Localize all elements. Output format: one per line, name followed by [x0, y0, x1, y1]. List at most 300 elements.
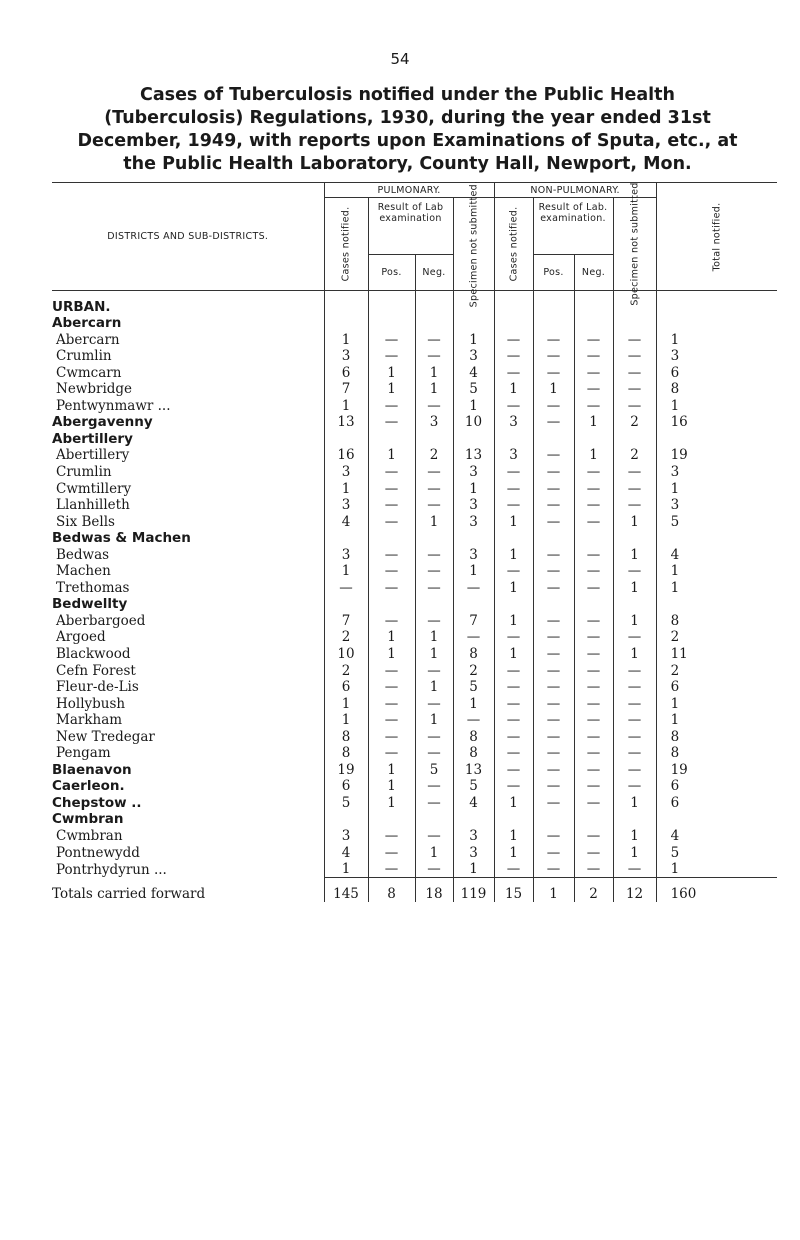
empty-cell [574, 430, 613, 447]
empty-cell [494, 596, 533, 613]
value-cell: 1 [613, 612, 656, 629]
value-cell: — [574, 546, 613, 563]
table-row [52, 761, 777, 778]
value-cell: — [368, 546, 415, 563]
districts-header: DISTRICTS AND SUB-DISTRICTS. [52, 183, 324, 291]
empty-cell [415, 596, 453, 613]
value-cell: 1 [415, 629, 453, 646]
total-cell: 145 [324, 878, 368, 903]
value-cell: — [415, 331, 453, 348]
value-cell: — [613, 364, 656, 381]
value-cell: 1 [656, 712, 777, 729]
value-cell: — [533, 480, 574, 497]
value-cell: 6 [324, 679, 368, 696]
empty-cell [368, 430, 415, 447]
value-cell: 1 [453, 695, 494, 712]
np-specimen-header: Specimen not submitted [613, 198, 656, 291]
value-cell: 5 [453, 778, 494, 795]
value-cell: 3 [324, 546, 368, 563]
table-row [52, 728, 777, 745]
value-cell: — [574, 745, 613, 762]
table-row [52, 612, 777, 629]
empty-cell [453, 430, 494, 447]
value-cell: — [415, 397, 453, 414]
value-cell: — [533, 447, 574, 464]
value-cell: — [613, 381, 656, 398]
value-cell: 6 [656, 794, 777, 811]
value-cell: — [533, 745, 574, 762]
sub-district-name: Cwmtillery [56, 480, 132, 497]
table-row [52, 745, 777, 762]
value-cell: — [494, 761, 533, 778]
value-cell: 1 [613, 513, 656, 530]
total-cell: 8 [368, 878, 415, 903]
value-cell: — [613, 712, 656, 729]
value-cell: — [494, 397, 533, 414]
value-cell: — [613, 463, 656, 480]
group-name: Abercarn [52, 315, 122, 332]
value-cell: 2 [415, 447, 453, 464]
value-cell: 1 [415, 513, 453, 530]
table-row [52, 546, 777, 563]
empty-cell [368, 596, 415, 613]
table-body [52, 291, 777, 878]
value-cell: 2 [613, 414, 656, 431]
value-cell: — [368, 397, 415, 414]
value-cell: — [533, 712, 574, 729]
value-cell: 1 [494, 794, 533, 811]
value-cell: 3 [453, 844, 494, 861]
district-name: Abergavenny [52, 414, 153, 431]
value-cell: 13 [324, 414, 368, 431]
value-cell: — [533, 546, 574, 563]
value-cell: — [574, 695, 613, 712]
value-cell: — [415, 695, 453, 712]
sub-district-name: Llanhilleth [56, 497, 130, 514]
np-neg-header: Neg. [574, 255, 613, 291]
value-cell: — [574, 563, 613, 580]
value-cell: — [574, 794, 613, 811]
value-cell: 6 [656, 679, 777, 696]
table-row [52, 579, 777, 596]
district-name: Caerleon. [52, 778, 125, 795]
value-cell: 1 [368, 778, 415, 795]
sub-district-name: Crumlin [56, 463, 112, 480]
sub-district-name: Blackwood [56, 645, 131, 662]
value-cell: — [368, 563, 415, 580]
value-cell: — [574, 463, 613, 480]
sub-district-name: Cefn Forest [56, 662, 136, 679]
sub-district-name: Hollybush [56, 695, 126, 712]
value-cell: 3 [494, 414, 533, 431]
value-cell: 1 [494, 513, 533, 530]
value-cell: — [494, 861, 533, 878]
value-cell: — [494, 662, 533, 679]
value-cell: — [533, 629, 574, 646]
value-cell: 1 [324, 712, 368, 729]
value-cell: 8 [324, 728, 368, 745]
value-cell: — [533, 662, 574, 679]
sub-district-name: Crumlin [56, 348, 112, 365]
value-cell: — [494, 629, 533, 646]
empty-cell [533, 811, 574, 828]
sub-district-name: Trethomas [56, 579, 130, 596]
value-cell: — [533, 679, 574, 696]
value-cell: — [613, 563, 656, 580]
value-cell: — [368, 480, 415, 497]
empty-cell [533, 596, 574, 613]
empty-cell [613, 315, 656, 332]
empty-cell [324, 530, 368, 547]
value-cell: 5 [324, 794, 368, 811]
value-cell: 1 [574, 414, 613, 431]
value-cell: 19 [656, 761, 777, 778]
sub-district-name: Aberbargoed [56, 612, 146, 629]
empty-cell [656, 596, 777, 613]
value-cell: — [415, 563, 453, 580]
value-cell: 1 [613, 827, 656, 844]
value-cell: — [453, 629, 494, 646]
value-cell: 1 [494, 645, 533, 662]
value-cell: 1 [613, 645, 656, 662]
total-cell: 18 [415, 878, 453, 903]
value-cell: — [368, 463, 415, 480]
pul-pos-header: Pos. [368, 255, 415, 291]
value-cell: — [613, 331, 656, 348]
non-pulmonary-header: NON-PULMONARY. [494, 183, 656, 198]
value-cell: — [494, 364, 533, 381]
value-cell: 2 [453, 662, 494, 679]
value-cell: — [494, 712, 533, 729]
value-cell: — [368, 827, 415, 844]
value-cell: — [368, 579, 415, 596]
value-cell: — [533, 397, 574, 414]
table-row [52, 712, 777, 729]
value-cell: — [368, 414, 415, 431]
value-cell: 4 [656, 546, 777, 563]
empty-cell [613, 430, 656, 447]
empty-cell [494, 530, 533, 547]
value-cell: — [533, 497, 574, 514]
empty-cell [613, 811, 656, 828]
value-cell: 1 [494, 579, 533, 596]
value-cell: — [574, 381, 613, 398]
value-cell: — [533, 695, 574, 712]
table-row [52, 513, 777, 530]
empty-cell [368, 530, 415, 547]
section-heading: URBAN. [52, 298, 111, 315]
value-cell: — [494, 728, 533, 745]
value-cell: 1 [613, 546, 656, 563]
value-cell: — [494, 563, 533, 580]
empty-cell [656, 315, 777, 332]
value-cell: 1 [656, 695, 777, 712]
value-cell: 1 [324, 480, 368, 497]
value-cell: 1 [415, 844, 453, 861]
empty-cell [415, 530, 453, 547]
value-cell: — [533, 778, 574, 795]
value-cell: 5 [656, 513, 777, 530]
value-cell: — [453, 579, 494, 596]
value-cell: — [494, 679, 533, 696]
value-cell: 8 [656, 745, 777, 762]
value-cell: 2 [656, 629, 777, 646]
value-cell: — [574, 861, 613, 878]
empty-cell [574, 811, 613, 828]
value-cell: 2 [324, 662, 368, 679]
value-cell: 1 [494, 827, 533, 844]
value-cell: 16 [656, 414, 777, 431]
value-cell: 8 [453, 645, 494, 662]
value-cell: 3 [656, 348, 777, 365]
table-row [52, 463, 777, 480]
totals-row [52, 878, 777, 903]
table-row [52, 794, 777, 811]
table-row [52, 364, 777, 381]
empty-cell [415, 315, 453, 332]
group-name: Cwmbran [52, 811, 124, 828]
value-cell: — [415, 546, 453, 563]
sub-district-name: Argoed [56, 629, 106, 646]
value-cell: — [613, 778, 656, 795]
value-cell: — [368, 745, 415, 762]
value-cell: 1 [494, 381, 533, 398]
pul-cases-notified-header: Cases notified. [324, 198, 368, 291]
value-cell: 10 [324, 645, 368, 662]
sub-district-name: Pontrhydyrun ... [56, 861, 167, 878]
value-cell: — [533, 348, 574, 365]
value-cell: — [494, 480, 533, 497]
value-cell: 6 [656, 778, 777, 795]
value-cell: 1 [656, 397, 777, 414]
table-row [52, 629, 777, 646]
np-cases-notified-header: Cases notified. [494, 198, 533, 291]
value-cell: 1 [453, 397, 494, 414]
table-row [52, 331, 777, 348]
table-row [52, 778, 777, 795]
value-cell: — [574, 679, 613, 696]
empty-cell [415, 430, 453, 447]
sub-district-name: Abercarn [56, 331, 120, 348]
value-cell: — [574, 480, 613, 497]
value-cell: 6 [324, 364, 368, 381]
empty-cell [574, 596, 613, 613]
value-cell: 5 [415, 761, 453, 778]
sub-district-name: Pontnewydd [56, 844, 140, 861]
empty-cell [533, 315, 574, 332]
group-name: Bedwas & Machen [52, 530, 191, 547]
value-cell: — [574, 513, 613, 530]
value-cell: — [613, 728, 656, 745]
value-cell: 3 [324, 497, 368, 514]
total-cell: 119 [453, 878, 494, 903]
value-cell: 13 [453, 447, 494, 464]
pulmonary-header: PULMONARY. [324, 183, 494, 198]
value-cell: 2 [324, 629, 368, 646]
total-cell: 2 [574, 878, 613, 903]
value-cell: — [613, 695, 656, 712]
value-cell: 7 [324, 381, 368, 398]
table-row [52, 827, 777, 844]
np-pos-header: Pos. [533, 255, 574, 291]
value-cell: 4 [453, 794, 494, 811]
value-cell: 19 [324, 761, 368, 778]
empty-cell [453, 811, 494, 828]
value-cell: — [574, 728, 613, 745]
value-cell: 1 [368, 364, 415, 381]
total-cell: 15 [494, 878, 533, 903]
value-cell: — [368, 679, 415, 696]
empty-cell [533, 530, 574, 547]
value-cell: — [574, 662, 613, 679]
value-cell: 1 [324, 331, 368, 348]
value-cell: 1 [656, 579, 777, 596]
empty-cell [656, 811, 777, 828]
value-cell: — [613, 761, 656, 778]
value-cell: 10 [453, 414, 494, 431]
totals-label: Totals carried forward [52, 886, 206, 903]
value-cell: — [613, 629, 656, 646]
sub-district-name: Newbridge [56, 381, 133, 398]
value-cell: — [533, 612, 574, 629]
value-cell: — [574, 827, 613, 844]
value-cell: — [533, 761, 574, 778]
value-cell: 3 [453, 546, 494, 563]
value-cell: 1 [324, 861, 368, 878]
value-cell: 11 [656, 645, 777, 662]
value-cell: — [415, 463, 453, 480]
value-cell: 19 [656, 447, 777, 464]
value-cell: — [415, 497, 453, 514]
sub-district-name: Machen [56, 563, 111, 580]
page-title: Cases of Tuberculosis notified under the Public Health (Tuberculosis) Regulations, 1930, during the year ended 31st December, 1949, with reports upon Examinations of Sputa, etc., at the Public Health Laboratory, County Hall, Newport, Mon. [77, 85, 738, 174]
value-cell: 3 [324, 463, 368, 480]
value-cell: 3 [656, 463, 777, 480]
group-heading-row [52, 430, 777, 447]
empty-cell [494, 430, 533, 447]
value-cell: — [574, 712, 613, 729]
value-cell: 1 [324, 695, 368, 712]
empty-cell [368, 315, 415, 332]
value-cell: — [574, 778, 613, 795]
value-cell: 1 [613, 579, 656, 596]
value-cell: — [453, 712, 494, 729]
empty-cell [453, 315, 494, 332]
table-row [52, 381, 777, 398]
value-cell: — [533, 861, 574, 878]
table-row [52, 645, 777, 662]
value-cell: — [574, 761, 613, 778]
value-cell: — [368, 513, 415, 530]
sub-district-name: Cwmbran [56, 828, 123, 844]
value-cell: 3 [656, 497, 777, 514]
sub-district-name: Pengam [56, 745, 111, 762]
empty-cell [574, 530, 613, 547]
value-cell: — [574, 364, 613, 381]
value-cell: 2 [613, 447, 656, 464]
value-cell: — [368, 331, 415, 348]
value-cell: 16 [324, 447, 368, 464]
sub-district-name: Abertillery [56, 447, 130, 464]
value-cell: 4 [324, 513, 368, 530]
value-cell: — [368, 612, 415, 629]
sub-district-name: Fleur-de-Lis [56, 679, 139, 696]
sub-district-name: Pentwynmawr ... [56, 397, 171, 414]
table-row [52, 679, 777, 696]
np-result-header: Result of Lab. examination. [533, 198, 613, 255]
value-cell: 1 [415, 712, 453, 729]
value-cell: — [494, 778, 533, 795]
value-cell: — [613, 480, 656, 497]
value-cell: 1 [574, 447, 613, 464]
value-cell: — [494, 745, 533, 762]
value-cell: — [533, 645, 574, 662]
value-cell: 1 [494, 844, 533, 861]
value-cell: 8 [324, 745, 368, 762]
value-cell: 1 [368, 381, 415, 398]
table-row [52, 447, 777, 464]
value-cell: — [533, 728, 574, 745]
district-name: Chepstow .. [52, 794, 142, 811]
empty-cell [613, 596, 656, 613]
value-cell: 1 [613, 794, 656, 811]
value-cell: 1 [368, 645, 415, 662]
value-cell: — [574, 397, 613, 414]
table-row [52, 414, 777, 431]
value-cell: — [415, 579, 453, 596]
value-cell: 3 [324, 827, 368, 844]
value-cell: — [613, 397, 656, 414]
value-cell: 1 [415, 381, 453, 398]
value-cell: 3 [453, 513, 494, 530]
value-cell: — [494, 695, 533, 712]
value-cell: 8 [453, 745, 494, 762]
value-cell: 13 [453, 761, 494, 778]
value-cell: 1 [494, 546, 533, 563]
value-cell: — [574, 629, 613, 646]
sub-district-name: Bedwas [56, 546, 110, 563]
value-cell: — [368, 497, 415, 514]
value-cell: 1 [533, 381, 574, 398]
value-cell: 1 [415, 645, 453, 662]
value-cell: 1 [453, 480, 494, 497]
value-cell: 1 [453, 861, 494, 878]
group-heading-row [52, 811, 777, 828]
value-cell: 4 [324, 844, 368, 861]
value-cell: 1 [368, 629, 415, 646]
empty-cell [324, 430, 368, 447]
value-cell: 1 [656, 563, 777, 580]
value-cell: — [533, 513, 574, 530]
empty-cell [453, 530, 494, 547]
empty-cell [415, 811, 453, 828]
value-cell: — [415, 745, 453, 762]
table-row [52, 844, 777, 861]
value-cell: 1 [368, 447, 415, 464]
value-cell: — [415, 728, 453, 745]
empty-cell [324, 811, 368, 828]
pul-result-header: Result of Lab examination [368, 198, 453, 255]
total-cell: 1 [533, 878, 574, 903]
value-cell: 1 [656, 861, 777, 878]
pul-specimen-header: Specimen not submitted. [453, 198, 494, 291]
value-cell: — [368, 861, 415, 878]
value-cell: — [613, 679, 656, 696]
empty-cell [574, 315, 613, 332]
tuberculosis-table [52, 182, 777, 902]
district-name: Blaenavon [52, 761, 132, 778]
value-cell: — [613, 662, 656, 679]
